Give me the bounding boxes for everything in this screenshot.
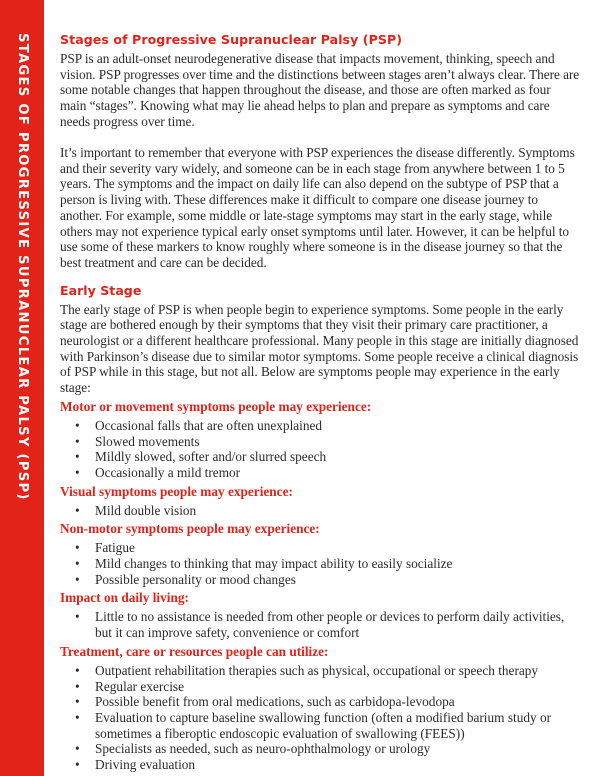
bullet-icon: •	[75, 502, 80, 518]
list-item	[75, 449, 580, 465]
list-item-text: Outpatient rehabilitation therapies such as physical, occupational or speech therapy	[95, 662, 539, 678]
list-item-text: Regular exercise	[95, 678, 184, 694]
list-item-text: Occasionally a mild tremor	[95, 464, 241, 480]
list-item	[75, 741, 580, 757]
bullet-icon: •	[75, 433, 80, 449]
list-item	[75, 503, 580, 519]
bullet-icon: •	[75, 417, 80, 433]
section-subheading: Motor or movement symptoms people may experience:	[60, 398, 372, 414]
list-item	[75, 465, 580, 481]
list-item-text: Little to no assistance is needed from other people or devices to perform daily activities, but it can improve safety, convenience or comfort	[95, 609, 565, 641]
early-stage-paragraph: The early stage of PSP is when people begin to experience symptoms. Some people in the early stage are bothered enough by their symptoms that they visit their primary care practitioner, a neurologist or a different healthcare professional. Many people in this stage are initially diagnosed with Parkinson’s disease due to similar motor symptoms. Some people receive a clinical diagnosis of PSP while in this stage, but not all. Below are symptoms people may experience in the early stage:	[60, 301, 579, 396]
bullet-icon: •	[75, 741, 80, 757]
bullet-icon: •	[75, 710, 80, 725]
list-item	[75, 418, 580, 434]
bullet-icon: •	[75, 678, 80, 694]
bullet-icon: •	[75, 540, 80, 556]
list-item	[75, 694, 580, 710]
non-motor-symptoms-section	[60, 521, 580, 587]
visual-symptoms-list	[60, 503, 580, 519]
treatment-list	[60, 663, 580, 773]
list-item	[75, 679, 580, 695]
bullet-icon: •	[75, 571, 80, 587]
list-item-text: Possible benefit from oral medications, such as carbidopa-levodopa	[95, 694, 455, 710]
early-stage-heading: Early Stage	[60, 282, 142, 298]
bullet-icon: •	[75, 757, 80, 773]
list-item-text: Mild double vision	[95, 502, 197, 518]
bullet-icon: •	[75, 464, 80, 480]
list-item-text: Fatigue	[95, 540, 135, 556]
sidebar-banner	[0, 0, 44, 776]
section-subheading: Impact on daily living:	[60, 590, 189, 606]
list-item-text: Slowed movements	[95, 433, 200, 449]
visual-symptoms-section	[60, 484, 580, 519]
bullet-icon: •	[75, 556, 80, 572]
document-body	[60, 29, 580, 774]
list-item-text: Mildly slowed, softer and/or slurred speech	[95, 449, 327, 465]
bullet-icon: •	[75, 662, 80, 678]
daily-living-section	[60, 590, 580, 640]
non-motor-symptoms-list	[60, 540, 580, 587]
list-item	[75, 663, 580, 679]
list-item-text: Possible personality or mood changes	[95, 571, 296, 587]
list-item	[75, 710, 580, 741]
list-item	[75, 609, 580, 640]
page-title: Stages of Progressive Supranuclear Palsy (PSP)	[60, 32, 403, 47]
bullet-icon: •	[75, 449, 80, 465]
sidebar-title: STAGES OF PROGRESSIVE SUPRANUCLEAR PALSY (PSP)	[15, 33, 30, 501]
bullet-icon: •	[75, 609, 80, 625]
section-subheading: Non-motor symptoms people may experience:	[60, 521, 320, 537]
list-item-text: Occasional falls that are often unexplained	[95, 417, 323, 433]
motor-symptoms-list	[60, 418, 580, 481]
list-item	[75, 434, 580, 450]
section-subheading: Visual symptoms people may experience:	[60, 483, 293, 499]
list-item	[75, 572, 580, 588]
bullet-icon: •	[75, 694, 80, 710]
list-item	[75, 757, 580, 773]
intro-paragraph-2: It’s important to remember that everyone with PSP experiences the disease differently. Symptoms and their severity vary widely, and someone can be in each stage from anywhere between 1 to 5 years. The symptoms and the impact on daily life can also depend on the subtype of PSP that a person is living with. These differences make it difficult to compare one disease journey to another. For example, some middle or late-stage symptoms may start in the early stage, while others may not experience typical early onset symptoms until later. However, it can be helpful to use some of these markers to know roughly where someone is in the disease journey so that the best treatment and care can be decided.	[60, 145, 575, 270]
list-item-text: Mild changes to thinking that may impact ability to easily socialize	[95, 556, 453, 572]
section-subheading: Treatment, care or resources people can utilize:	[60, 643, 329, 659]
daily-living-list	[60, 609, 580, 640]
intro-paragraph-1: PSP is an adult-onset neurodegenerative disease that impacts movement, thinking, speech and vision. PSP progresses over time and the distinctions between stages aren’t always clear. There are some notable changes that happen throughout the disease, and those are often marked as four main “stages”. Knowing what may lie ahead helps to plan and prepare as symptoms and care needs progress over time.	[60, 51, 580, 129]
treatment-section	[60, 644, 580, 773]
list-item	[75, 556, 580, 572]
list-item-text: Driving evaluation	[95, 757, 196, 773]
list-item	[75, 540, 580, 556]
list-item-text: Specialists as needed, such as neuro-ophthalmology or urology	[95, 741, 431, 757]
list-item-text: Evaluation to capture baseline swallowing function (often a modified barium study or sometimes a fiberoptic endoscopic evaluation of swallowing (FEES))	[95, 710, 552, 741]
motor-symptoms-section	[60, 399, 580, 481]
